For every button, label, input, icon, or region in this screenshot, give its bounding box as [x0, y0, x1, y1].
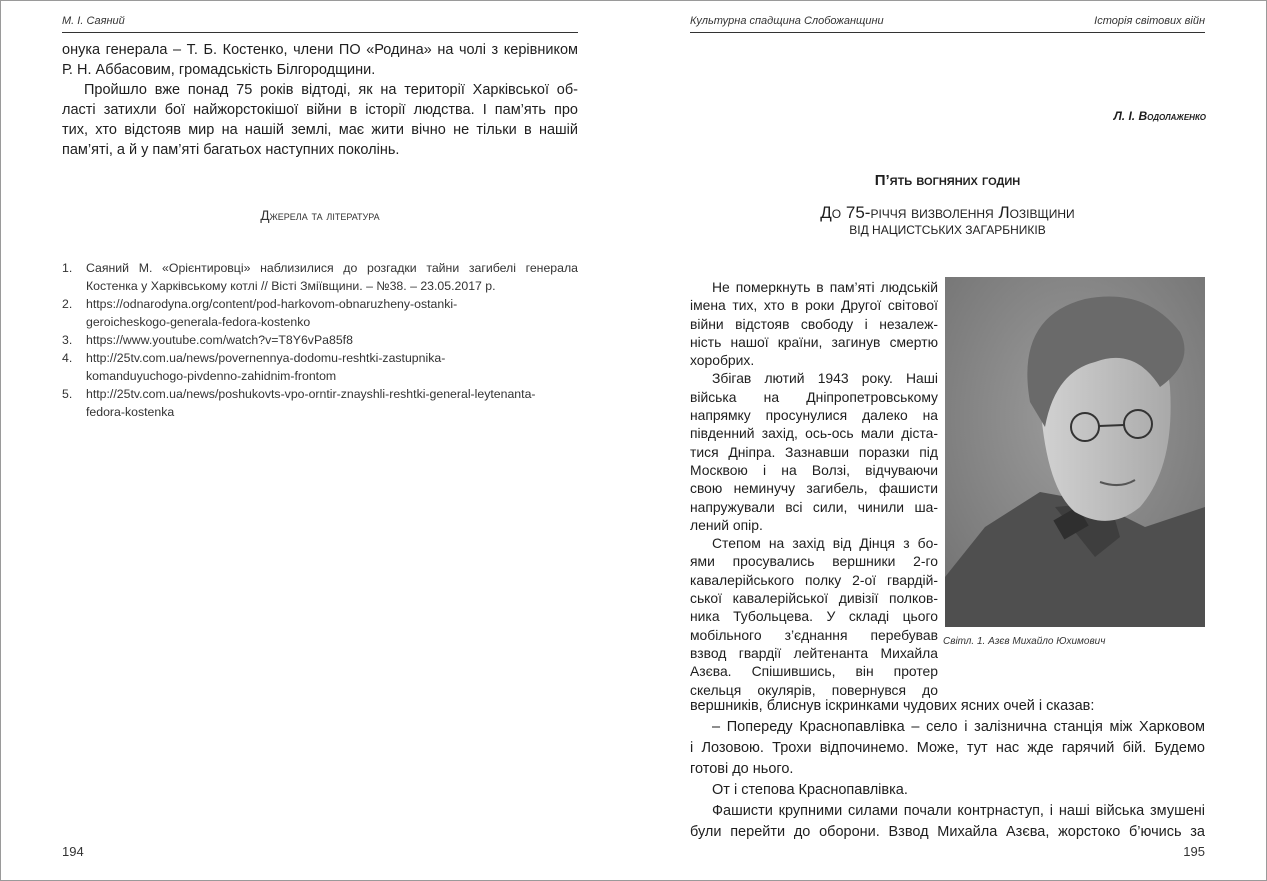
text-line: Пройшло вже понад 75 років відтоді, як на території Харківської об- — [84, 82, 578, 98]
running-head-author: М. І. Саяний — [62, 15, 125, 27]
right-page — [633, 0, 1267, 881]
text-line: ника Тубольцева. У складі цього — [690, 608, 938, 625]
article-text-full-width — [690, 696, 1205, 843]
photo-caption: Світл. 1. Азєв Михайло Юхимович — [943, 636, 1106, 647]
article-text-column — [690, 278, 938, 699]
text-line: онука генерала – Т. Б. Костенко, члени ПО «Родина» на чолі з керівником — [62, 42, 578, 58]
text-line: скельця окулярів, повернувся до — [690, 681, 938, 698]
text-line: кавалерійського полку 2-ої гвардій- — [690, 571, 938, 588]
text-line: ями просувались вершники 2-го — [690, 553, 938, 570]
reference-number: 1. — [62, 261, 73, 275]
reference-line: https://www.youtube.com/watch?v=T8Y6vPa85f8 — [86, 333, 353, 347]
text-line: були перейти до оборони. Взвод Михайла Азєва, жорстоко б’ючись за — [690, 824, 1205, 840]
reference-line: http://25tv.com.ua/news/poshukovts-vpo-orntir-znayshli-reshtki-general-leytenanta- — [86, 387, 536, 401]
text-line: тих, хто відстояв мир на нашій землі, має жити вічно не тільки в нашій — [62, 122, 578, 138]
reference-item — [62, 349, 578, 385]
references-list — [62, 259, 578, 421]
reference-line: Саяний М. «Орієнтировці» наблизилися до розгадки тайни загибелі генерала — [86, 261, 578, 275]
header-rule — [62, 32, 578, 33]
text-line: Р. Н. Аббасовим, громадськість Білгородщини. — [62, 62, 376, 78]
text-line: війська на Дніпропетровському — [690, 388, 938, 405]
text-line: південний захід, ось-ось мали діста- — [690, 425, 938, 442]
text-line: імена тих, хто в роки Другої світової — [690, 297, 938, 314]
text-line: взвод гвардії лейтенанта Михайла — [690, 644, 938, 661]
text-line: Фашисти крупними силами почали контрнаступ, і наші війська змушені — [712, 803, 1205, 819]
text-line: вершників, блиснув іскринками чудових ясних очей і сказав: — [690, 698, 1095, 714]
text-line: Не померкнуть в пам’яті людській — [712, 279, 938, 295]
text-line: Збігав лютий 1943 року. Наші — [712, 370, 938, 387]
reference-number: 2. — [62, 297, 73, 311]
reference-number: 4. — [62, 351, 73, 365]
article-title: П’ять вогняних годин — [874, 172, 1021, 189]
text-line: і Лозовою. Трохи відпочинемо. Може, тут нас жде гарячий бій. Будемо — [690, 740, 1205, 756]
text-line: мобільного з’єднання перебував — [690, 626, 938, 643]
reference-line: fedora-kostenka — [86, 405, 175, 419]
text-line: ської кавалерійської дивізії полков- — [690, 590, 938, 607]
text-line: Москвою і на Волзі, відчуваючи — [690, 461, 938, 478]
reference-line: Костенка у Харківському котлі // Вісті Зміївщини. – №38. – 23.05.2017 р. — [86, 279, 496, 293]
reference-item — [62, 295, 578, 331]
reference-line: https://odnarodyna.org/content/pod-harkovom-obnaruzheny-ostanki- — [86, 297, 458, 311]
reference-item — [62, 385, 578, 421]
left-page — [0, 0, 633, 881]
text-line: От і степова Краснопавлівка. — [712, 782, 908, 798]
text-line: напрямку просунулися далеко на — [690, 407, 938, 424]
article-author: Л. І. Водолаженко — [1113, 109, 1206, 123]
text-line: Степом на захід від Дінця з бо- — [712, 535, 938, 552]
text-line: війни відстояв свободу і незалеж- — [690, 315, 938, 332]
reference-item — [62, 259, 578, 295]
reference-number: 3. — [62, 333, 73, 347]
text-line: лений опір. — [690, 516, 763, 533]
text-line: хоробрих. — [690, 352, 755, 369]
running-head-section: Історія світових війн — [1094, 15, 1205, 27]
page-number: 195 — [1183, 844, 1205, 859]
reference-line: http://25tv.com.ua/news/povernennya-dodomu-reshtki-zastupnika- — [86, 351, 446, 365]
reference-line: geroicheskogo-generala-fedora-kostenko — [86, 315, 311, 329]
left-body-text — [62, 40, 578, 160]
text-line: готові до нього. — [690, 761, 794, 777]
page-number: 194 — [62, 844, 84, 859]
references-heading: Джерела та література — [260, 208, 380, 223]
article-subtitle-line2: ВІД НАЦИСТСЬКИХ ЗАГАРБНИКІВ — [849, 223, 1046, 237]
text-line: – Попереду Краснопавлівка – село і залізнична станція між Харковом — [712, 719, 1205, 735]
text-line: ласті затихли бої найжорстокішої війни в історії людства. І пам’ять про — [62, 102, 578, 118]
text-line: пам’яті, а й у пам’яті багатьох наступних поколінь. — [62, 142, 400, 158]
reference-line: komanduyuchogo-pivdenno-zahidnim-frontom — [86, 369, 337, 383]
reference-item — [62, 331, 578, 349]
text-line: ність нашої країни, загинув смертю — [690, 333, 938, 350]
text-line: напружували всі сили, чинили ша- — [690, 498, 938, 515]
running-head-journal: Культурна спадщина Слобожанщини — [690, 15, 884, 27]
article-subtitle: До 75-річчя визволення Лозівщини — [820, 203, 1075, 222]
header-rule — [690, 32, 1205, 33]
reference-number: 5. — [62, 387, 73, 401]
text-line: Азєва. Спішившись, він протер — [690, 663, 938, 680]
text-line: свою неминучу загибель, фашисти — [690, 480, 938, 497]
portrait-photo — [945, 277, 1205, 627]
text-line: тися Дніпра. Зазнавши поразки під — [690, 443, 938, 460]
